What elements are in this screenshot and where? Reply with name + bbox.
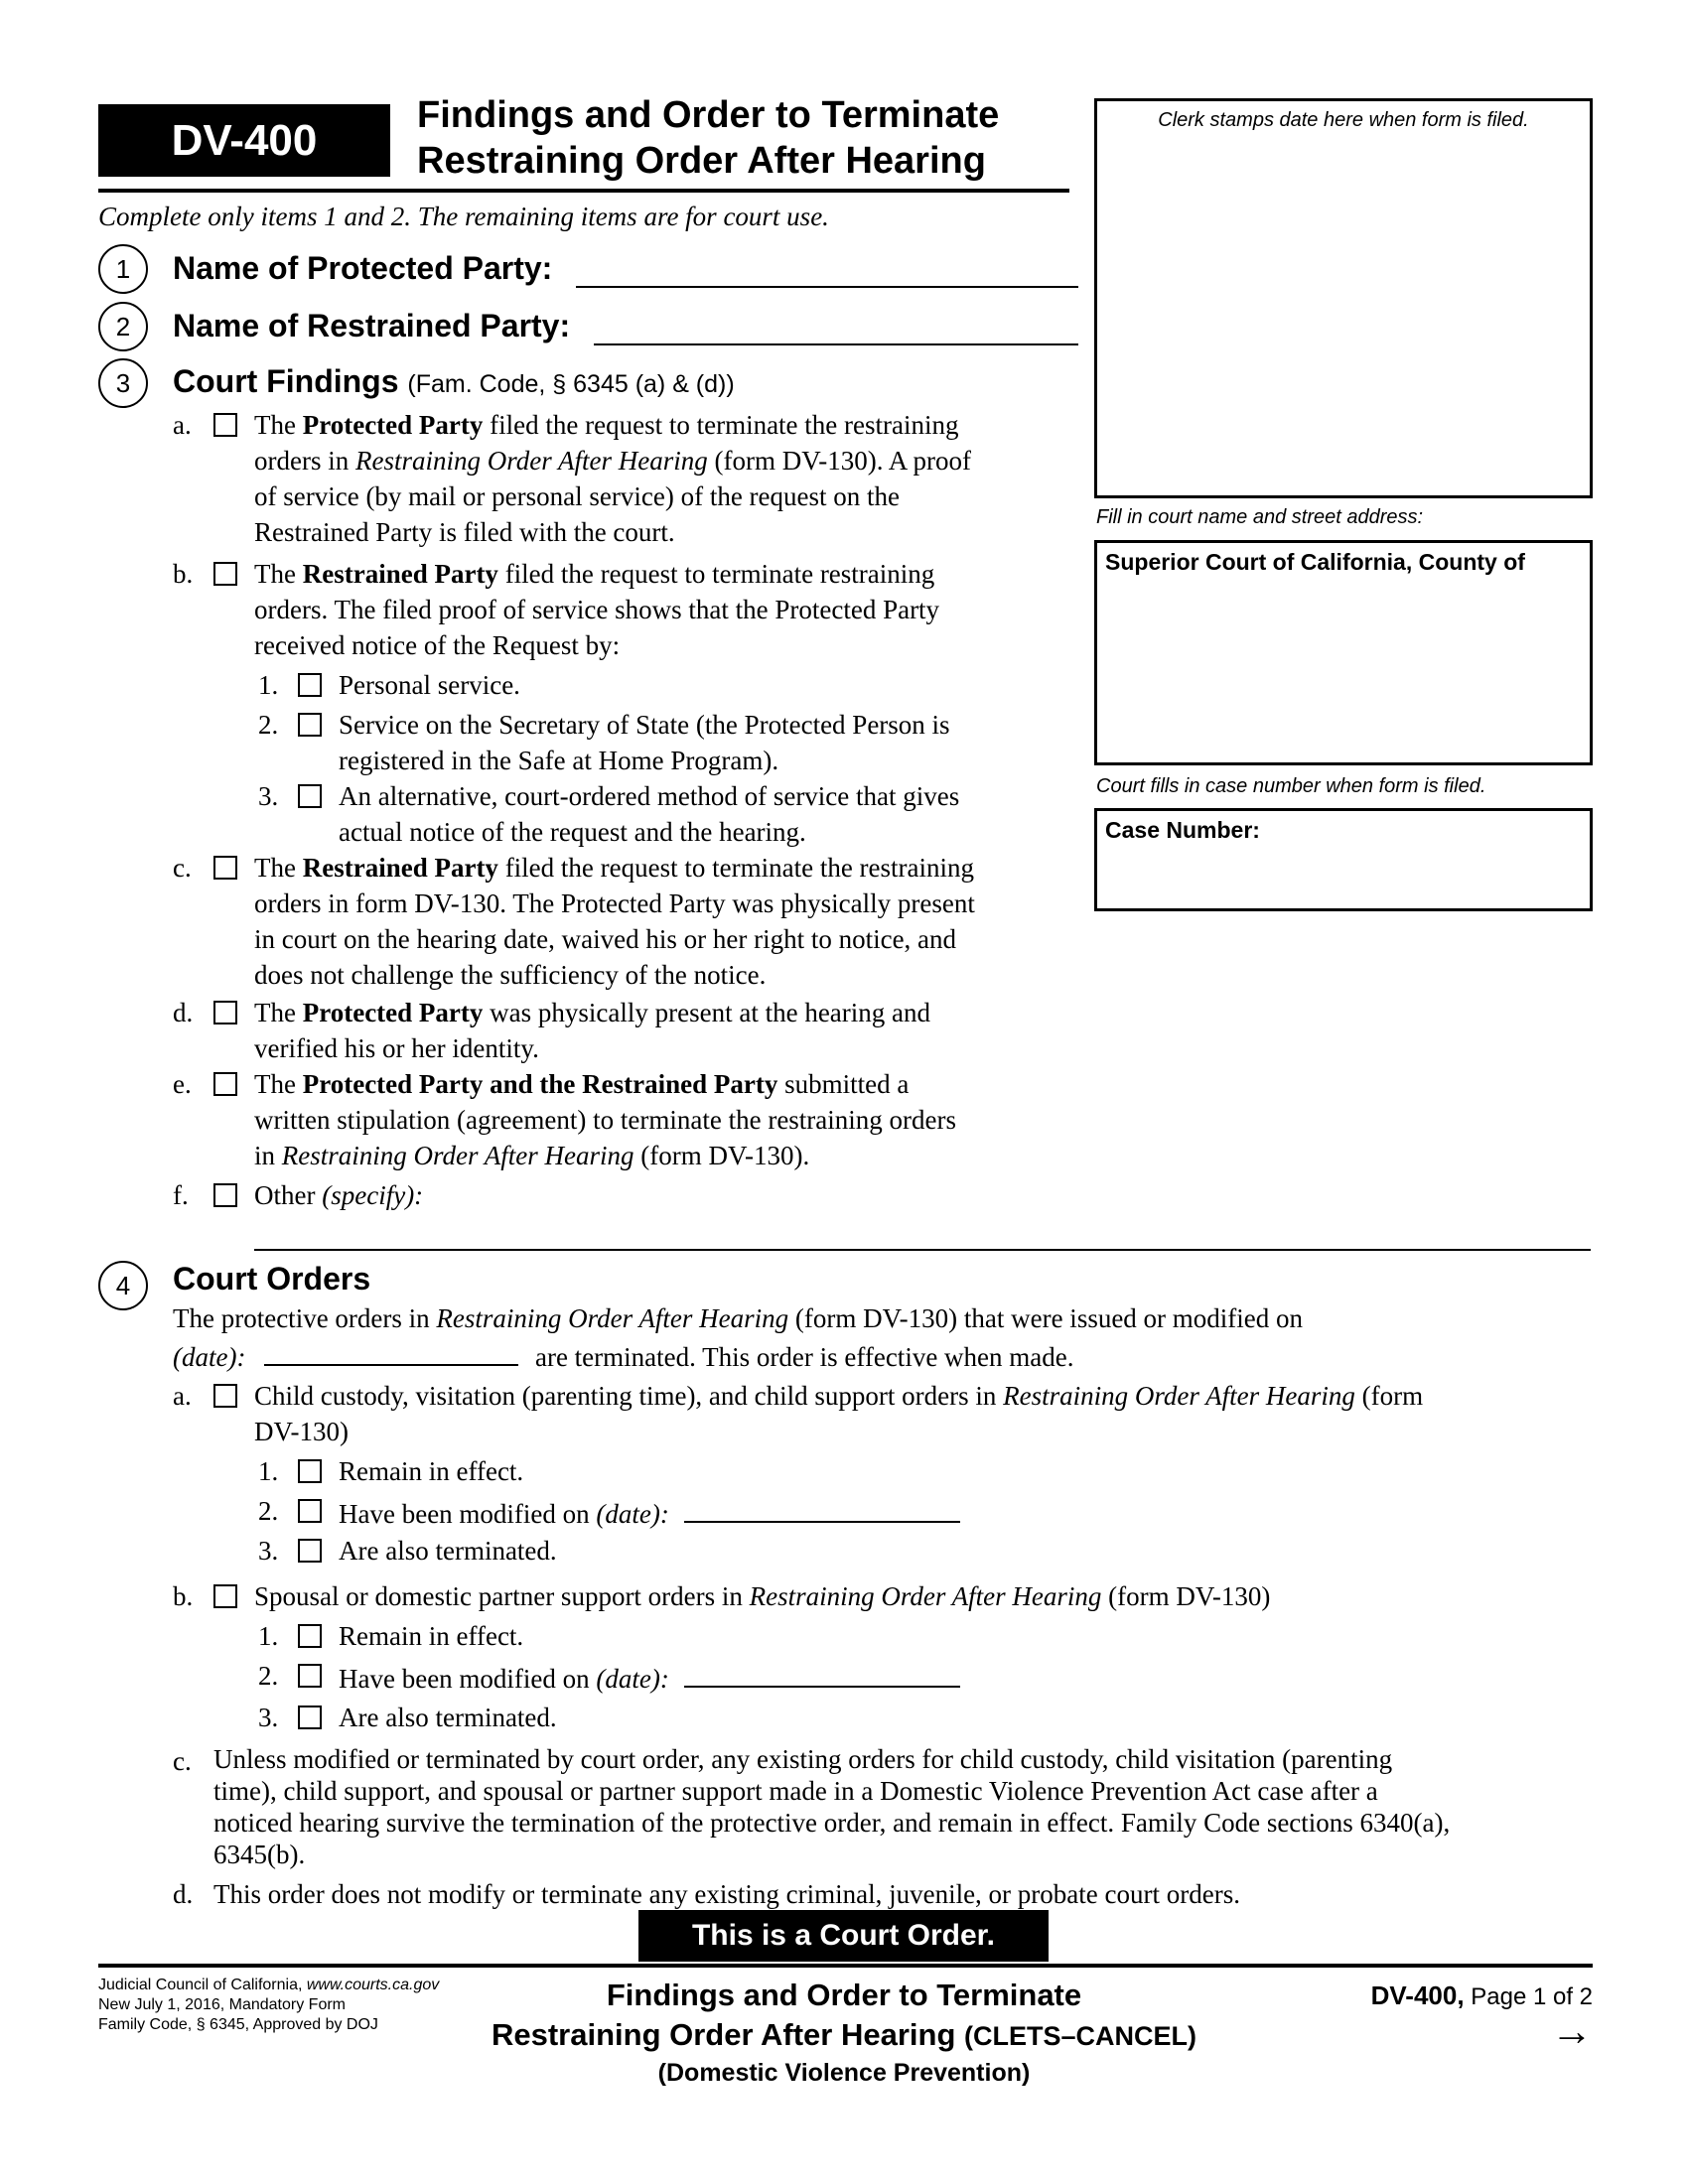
court-order-banner — [638, 1910, 1049, 1962]
item-3f-letter: f. — [173, 1180, 189, 1210]
item-4c-line3: noticed hearing survive the termination of the protective order, and remain in effect. Family Code sections 6340(a), — [213, 1808, 1451, 1838]
item-4b-2-date-field[interactable] — [684, 1658, 960, 1688]
item-3d-line1: The Protected Party was physically present at the hearing and — [254, 998, 931, 1027]
item-3b-2-checkbox[interactable] — [298, 713, 322, 737]
item-4a-3-checkbox[interactable] — [298, 1539, 322, 1563]
item-4c-line4: 6345(b). — [213, 1840, 306, 1869]
item-3a-line2: orders in Restraining Order After Hearing (form DV-130). A proof — [254, 446, 971, 476]
item-3b-2-number: 2. — [258, 710, 279, 740]
footer-rule — [98, 1964, 1593, 1968]
instructions: Complete only items 1 and 2. The remaining items are for court use. — [98, 202, 829, 231]
court-address-label: Fill in court name and street address: — [1096, 506, 1424, 528]
item-3d-line2: verified his or her identity. — [254, 1033, 539, 1063]
item-3e-letter: e. — [173, 1069, 192, 1099]
item-4a-checkbox[interactable] — [213, 1384, 237, 1408]
item-4-date-field[interactable] — [264, 1336, 518, 1366]
item-4a-1-checkbox[interactable] — [298, 1459, 322, 1483]
protected-party-name-field[interactable] — [576, 286, 1078, 288]
item-4a-line2: DV-130) — [254, 1417, 350, 1446]
item-3b-3-checkbox[interactable] — [298, 784, 322, 808]
item-3a-line3: of service (by mail or personal service) of the request on the — [254, 481, 901, 511]
item-3c-line2: orders in form DV-130. The Protected Party was physically present — [254, 888, 975, 918]
item-4b-checkbox[interactable] — [213, 1584, 237, 1608]
item-4a-2-number: 2. — [258, 1496, 279, 1526]
footer-title-line3: (Domestic Violence Prevention) — [657, 2059, 1031, 2087]
item-3d-checkbox[interactable] — [213, 1001, 237, 1024]
item-3c-line4: does not challenge the sufficiency of the notice. — [254, 960, 767, 990]
form-id-block — [98, 104, 390, 177]
case-number-note: Court fills in case number when form is filed. — [1096, 775, 1486, 797]
court-findings-heading: Court Findings — [173, 363, 399, 399]
item-3-number: 3 — [98, 358, 148, 408]
item-4a-3-number: 3. — [258, 1536, 279, 1566]
item-3d-letter: d. — [173, 998, 194, 1027]
item-4-heading: Court Orders — [173, 1261, 371, 1297]
court-address-box[interactable] — [1094, 540, 1593, 765]
item-4a-letter: a. — [173, 1381, 192, 1411]
item-4b-3-number: 3. — [258, 1703, 279, 1732]
item-4-intro-line1: The protective orders in Restraining Order After Hearing (form DV-130) that were issued or modified on — [173, 1303, 1304, 1333]
item-3b-line3: received notice of the Request by: — [254, 630, 621, 660]
item-4a-3-text: Are also terminated. — [339, 1536, 557, 1566]
item-4a-2-text: Have been modified on (date): — [339, 1493, 960, 1532]
clerk-stamp-label: Clerk stamps date here when form is filed. — [1158, 109, 1529, 131]
item-1-number: 1 — [98, 244, 148, 294]
form-id: DV-400 — [171, 115, 318, 165]
case-number-label: Case Number: — [1105, 817, 1260, 843]
item-4a-1-number: 1. — [258, 1456, 279, 1486]
item-4b-2-checkbox[interactable] — [298, 1664, 322, 1688]
court-order-banner-text: This is a Court Order. — [691, 1919, 996, 1952]
item-2-label: Name of Restrained Party: — [173, 308, 571, 343]
footer-left-line3: Family Code, § 6345, Approved by DOJ — [98, 2016, 378, 2033]
item-2-number: 2 — [98, 302, 148, 351]
item-3a-line1: The Protected Party filed the request to terminate the restraining — [254, 410, 959, 440]
court-findings-citation: (Fam. Code, § 6345 (a) & (d)) — [407, 370, 735, 398]
header-rule — [98, 189, 1069, 193]
item-3b-3-line2: actual notice of the request and the hearing. — [339, 817, 806, 847]
item-4b-letter: b. — [173, 1581, 194, 1611]
item-4b-1-text: Remain in effect. — [339, 1621, 524, 1651]
item-4a-line1: Child custody, visitation (parenting time), and child support orders in Restraining Order After Hearing (form — [254, 1381, 1424, 1411]
item-1-label: Name of Protected Party: — [173, 250, 553, 286]
item-3e-line2: written stipulation (agreement) to terminate the restraining orders — [254, 1105, 957, 1135]
item-4b-3-checkbox[interactable] — [298, 1706, 322, 1729]
case-number-box[interactable] — [1094, 808, 1593, 911]
item-4b-line1: Spousal or domestic partner support orders in Restraining Order After Hearing (form DV-130) — [254, 1581, 1271, 1611]
form-title-line1: Findings and Order to Terminate — [417, 94, 1000, 136]
item-4d-text: This order does not modify or terminate any existing criminal, juvenile, or probate court orders. — [213, 1879, 1240, 1909]
item-3b-line1: The Restrained Party filed the request to terminate restraining — [254, 559, 935, 589]
item-3b-checkbox[interactable] — [213, 562, 237, 586]
item-3-heading — [173, 361, 735, 404]
item-4c-line1: Unless modified or terminated by court order, any existing orders for child custody, child visitation (parenting — [213, 1744, 1393, 1774]
item-3b-2-line2: registered in the Safe at Home Program). — [339, 746, 779, 775]
item-3b-line2: orders. The filed proof of service shows that the Protected Party — [254, 595, 940, 624]
item-4a-1-text: Remain in effect. — [339, 1456, 524, 1486]
item-3b-3-line1: An alternative, court-ordered method of service that gives — [339, 781, 960, 811]
item-4d-letter: d. — [173, 1879, 194, 1909]
footer-title-line1: Findings and Order to Terminate — [606, 1978, 1082, 2012]
item-3f-checkbox[interactable] — [213, 1183, 237, 1207]
footer-left-line1: Judicial Council of California, www.courts.ca.gov — [98, 1977, 440, 1993]
item-4-number: 4 — [98, 1261, 148, 1310]
footer-left-line2: New July 1, 2016, Mandatory Form — [98, 1996, 346, 2013]
item-3c-letter: c. — [173, 853, 192, 883]
item-3a-letter: a. — [173, 410, 192, 440]
item-3e-line3: in Restraining Order After Hearing (form DV-130). — [254, 1141, 810, 1170]
item-4a-2-date-field[interactable] — [684, 1493, 960, 1523]
next-page-arrow-icon[interactable]: → — [1551, 2007, 1593, 2054]
item-3b-letter: b. — [173, 559, 194, 589]
item-3c-checkbox[interactable] — [213, 856, 237, 880]
item-3e-line1: The Protected Party and the Restrained Party submitted a — [254, 1069, 910, 1099]
form-title-line2: Restraining Order After Hearing — [417, 140, 986, 182]
item-4c-line2: time), child support, and spousal or partner support made in a Domestic Violence Prevention Act case after a — [213, 1776, 1378, 1806]
clerk-stamp-box — [1094, 98, 1593, 498]
item-4b-1-checkbox[interactable] — [298, 1624, 322, 1648]
item-4c-letter: c. — [173, 1746, 192, 1776]
restrained-party-name-field[interactable] — [594, 343, 1078, 345]
item-3f-label: Other (specify): — [254, 1180, 424, 1210]
item-4a-2-checkbox[interactable] — [298, 1499, 322, 1523]
court-name: Superior Court of California, County of — [1105, 549, 1525, 575]
item-3b-1-text: Personal service. — [339, 670, 520, 700]
item-4b-2-number: 2. — [258, 1661, 279, 1691]
item-3b-3-number: 3. — [258, 781, 279, 811]
footer-page-info: DV-400, Page 1 of 2 — [1370, 1980, 1593, 2010]
item-3a-checkbox[interactable] — [213, 413, 237, 437]
item-3c-line1: The Restrained Party filed the request to terminate the restraining — [254, 853, 975, 883]
item-3f-other-field[interactable] — [254, 1249, 1591, 1251]
item-4b-1-number: 1. — [258, 1621, 279, 1651]
item-3b-2-line1: Service on the Secretary of State (the Protected Person is — [339, 710, 950, 740]
item-4b-2-text: Have been modified on (date): — [339, 1658, 960, 1697]
item-4-intro-line2: (date): are terminated. This order is effective when made. — [173, 1336, 1074, 1375]
item-3b-1-checkbox[interactable] — [298, 673, 322, 697]
item-3e-checkbox[interactable] — [213, 1072, 237, 1096]
item-3a-line4: Restrained Party is filed with the court. — [254, 517, 675, 547]
footer-title-line2: Restraining Order After Hearing (CLETS–CANCEL) — [491, 2017, 1197, 2052]
item-4b-3-text: Are also terminated. — [339, 1703, 557, 1732]
item-3c-line3: in court on the hearing date, waived his or her right to notice, and — [254, 924, 957, 954]
item-3b-1-number: 1. — [258, 670, 279, 700]
